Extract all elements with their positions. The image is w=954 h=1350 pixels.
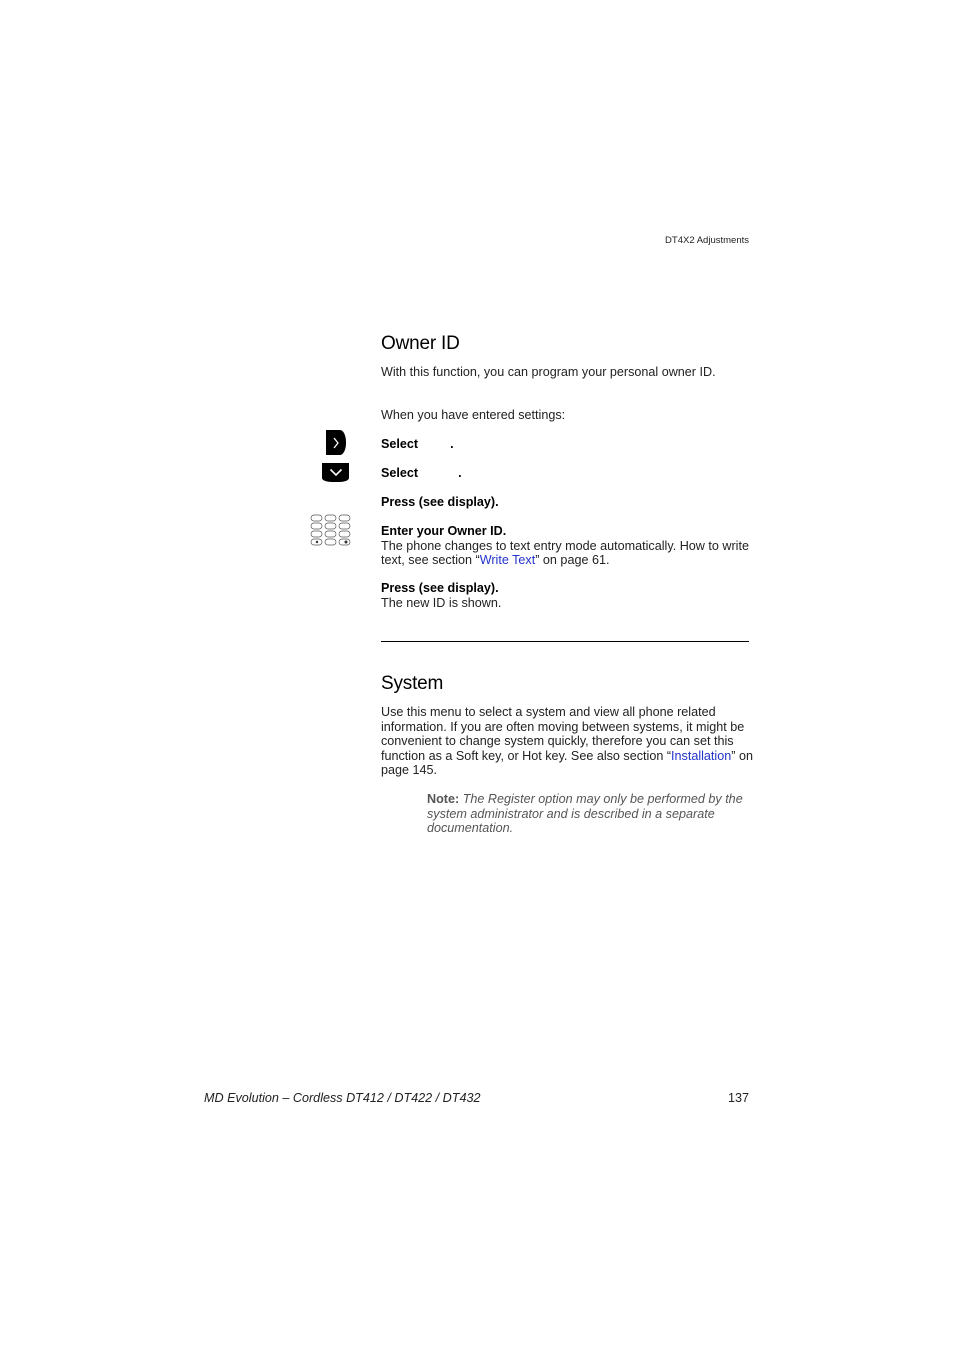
step-enter-owner-id-text: The phone changes to text entry mode automatically. How to write text, see section “Write Text” on page 61. bbox=[381, 538, 749, 568]
section-title-system: System bbox=[381, 673, 444, 694]
right-arrow-key-icon bbox=[326, 430, 346, 455]
owner-id-precondition: When you have entered settings: bbox=[381, 408, 566, 422]
down-arrow-key-icon bbox=[322, 463, 349, 482]
owner-id-intro: With this function, you can program your personal owner ID. bbox=[381, 365, 716, 379]
note-text: The Register option may only be performed by the system administrator and is described in a separate documentation. bbox=[427, 792, 743, 836]
page-number: 137 bbox=[727, 1091, 749, 1105]
step-enter-owner-id bbox=[381, 524, 753, 568]
step-select-1: Select . bbox=[381, 437, 454, 451]
step-press-2-label: Press (see display). bbox=[381, 581, 499, 595]
step-enter-owner-id-label: Enter your Owner ID. bbox=[381, 524, 507, 538]
step-press-1: Press (see display). bbox=[381, 495, 499, 509]
step-press-2-text: The new ID is shown. bbox=[381, 595, 502, 610]
note-label: Note: bbox=[427, 792, 460, 806]
step-select-2: Select . bbox=[381, 466, 462, 480]
section-divider bbox=[381, 641, 749, 642]
system-body: Use this menu to select a system and view all phone related information. If you are often moving between systems, it might be convenient to change system quickly, therefore you can set this function as a Soft key, or Hot key. See also section “Installation” on page 145. bbox=[381, 705, 753, 778]
note-block bbox=[427, 792, 749, 836]
footer-title: MD Evolution – Cordless DT412 / DT422 / DT432 bbox=[204, 1091, 481, 1105]
installation-link[interactable]: Installation bbox=[671, 748, 732, 763]
section-title-owner-id: Owner ID bbox=[381, 333, 460, 354]
step-press-2 bbox=[381, 581, 751, 610]
write-text-link[interactable]: Write Text bbox=[479, 553, 536, 568]
step-select-1-label: Select bbox=[381, 437, 419, 451]
keypad-icon bbox=[310, 514, 352, 548]
running-header: DT4X2 Adjustments bbox=[665, 235, 749, 246]
step-select-2-label: Select bbox=[381, 466, 419, 480]
